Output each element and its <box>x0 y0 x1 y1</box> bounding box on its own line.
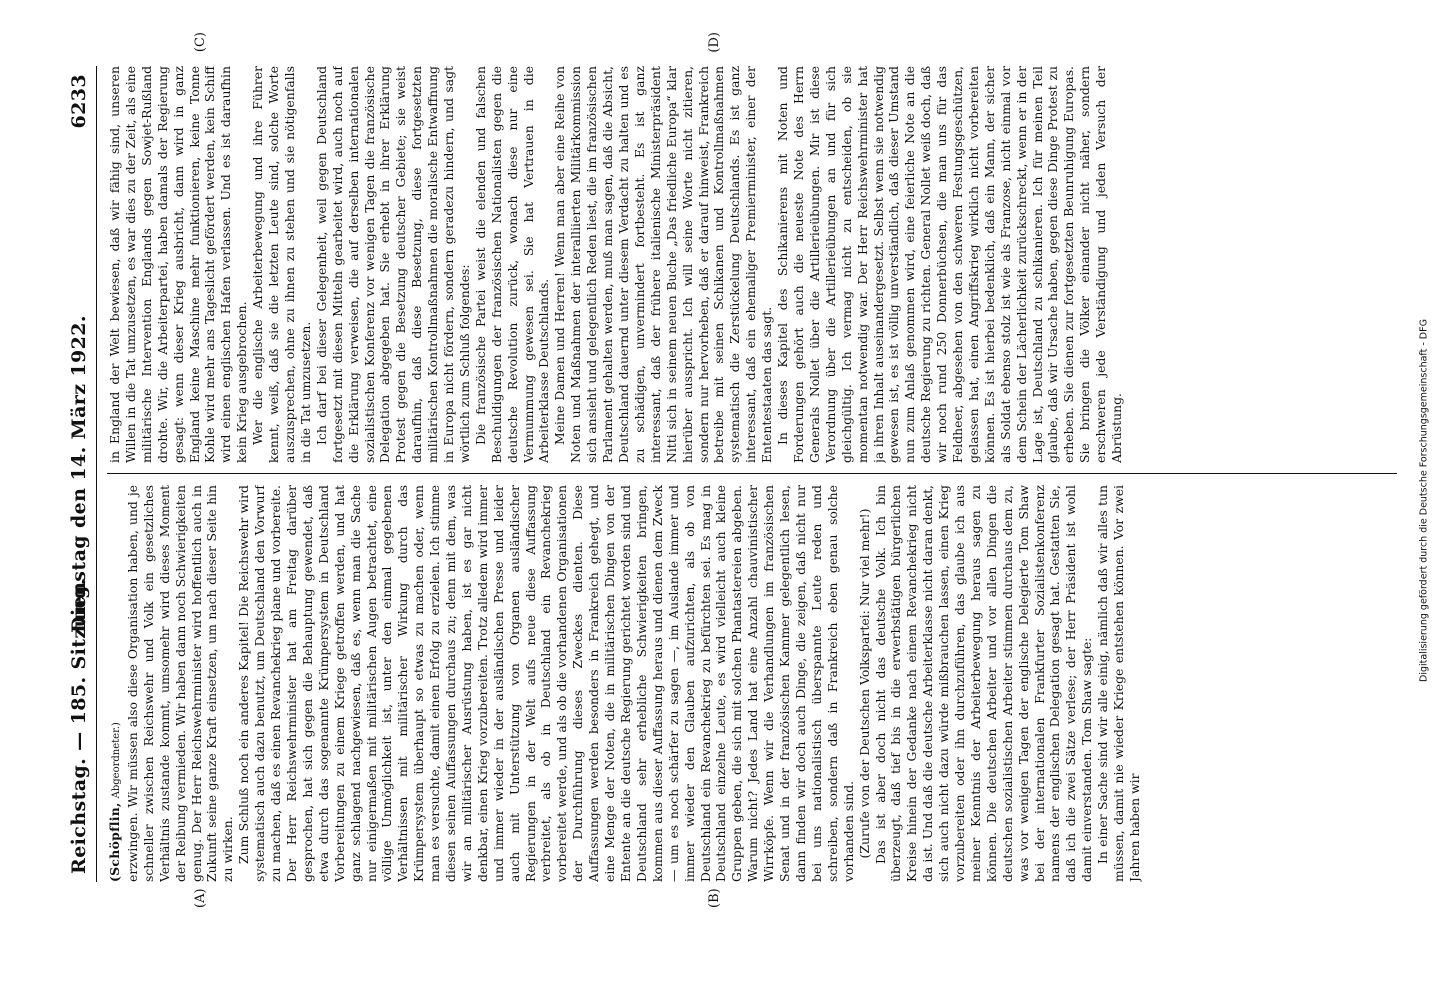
speaker-line <box>107 485 125 882</box>
margin-marker-c: (C) <box>193 32 208 53</box>
margin-marker-b: (B) <box>707 888 722 908</box>
header-left: Reichstag. — 185. Sitzung. <box>68 578 90 874</box>
paragraph: Das ist aber doch nicht das deutsche Volk. Ich bin überzeugt, daß tief bis in die erwerbstätigen bürgerlichen Kreise hinein der Gedanke nach einem Revanchekrieg nicht da ist. Und daß die deutsche Arbeiterklasse nicht daran denkt, sich auch nicht dazu würde mißbrauchen lassen, einen Krieg vorzubereiten oder ihn durchzuführen, das glaube ich aus meiner Kenntnis der Arbeiterbewegung heraus sagen zu können. Die deutschen Arbeiter und vor allen Dingen die deutschen sozialistischen Arbeiter stimmen durchaus dem zu, was vor wenigen Tagen der englische Delegierte Tom Shaw bei der internationalen Frankfurter Sozialistenkonferenz namens der englischen Delegation gesagt hat. Gestatten Sie, daß ich die zwei Sätze verlese; der Herr Präsident ist wohl damit einverstanden. Tom Shaw sagte: <box>872 485 1095 882</box>
interjection: (Zurufe von der Deutschen Volkspartei: Nur viel mehr!) <box>856 508 872 859</box>
speaker-name: (Schöpflin, <box>107 802 122 882</box>
paragraph: Meine Damen und Herren! Wenn man aber eine Reihe von Noten und Maßnahmen der interalliierten Militärkommission sich ansieht und gelegentlich Reden liest, die im französischen Parlament gehalten werden, muß man sagen, daß die Absicht, Deutschland dauernd unter diesem Verdacht zu halten und es zu schädigen, unvermindert fortbesteht. Es ist ganz interessant, daß der frühere italienische Ministerpräsident Nitti sich in seinem neuen Buche „Das friedliche Europa“ klar hierüber ausspricht. Ich will seine Worte nicht zitieren, sondern nur hervorheben, daß er darauf hinweist, Frankreich betreibe mit seinen Schikanen und Kontrollmaßnahmen systematisch die Zerstückelung Deutschlands. Es ist ganz interessant, daß ein ehemaliger Premierminister, einer der Ententestaaten das sagt. <box>552 66 775 463</box>
right-column <box>107 66 1397 463</box>
speaker-role: Abgeordneter.) <box>111 722 122 799</box>
dfg-credit: Digitalisierung gefördert durch die Deutsche Forschungsgemeinschaft - DFG <box>1418 319 1430 682</box>
margin-marker-a: (A) <box>193 888 208 908</box>
quote-paragraph: In einer Sache sind wir alle einig, nämlich daß wir alles tun müssen, damit nie wieder Kriege entstehen können. Vor zwei Jahren haben wir <box>1095 485 1142 882</box>
quote-paragraph: Die französische Partei weist die elenden und falschen Beschuldigungen der französischen Nationalisten gegen die deutsche Revolution zurück, wonach diese nur eine Vermummung gewesen sei. Sie hat Vertrauen in die Arbeiterklasse Deutschlands. <box>472 66 552 463</box>
text-columns <box>107 32 1397 908</box>
paragraph: Wer die englische Arbeiterbewegung und ihre Führer kennt, weiß, daß sie die letzten Leute sind, solche Worte auszusprechen, ohne zu ihnen zu stehen und sie nötigenfalls in die Tat umzusetzen. <box>250 66 313 463</box>
margin-marker-d: (D) <box>707 32 722 53</box>
paragraph: in England der Welt bewiesen, daß wir fähig sind, unseren Willen in die Tat umzusetzen, es war dies zu der Zeit, als eine militärische Intervention Englands gegen Sowjet-Rußland drohte. Wir, die Arbeiterpartei, haben damals der Regierung gesagt: wenn dieser Krieg ausbricht, dann wird in ganz England keine Maschine mehr funktionieren, keine Tonne Kohle wird mehr ans Tageslicht gefördert werden, kein Schiff wird einen englischen Hafen verlassen. Und es ist daraufhin kein Krieg ausgebrochen. <box>107 66 250 463</box>
column-divider <box>107 473 1397 474</box>
page-header <box>56 66 97 882</box>
left-column <box>107 485 1397 882</box>
header-date: Dienstag den 14. März 1922. <box>68 315 90 633</box>
page-number: 6233 <box>68 74 90 129</box>
paragraph: Zum Schluß noch ein anderes Kapitel! Die Reichswehr wird systematisch auch dazu benutzt, um Deutschland den Vorwurf zu machen, daß es einen Revanchekrieg plane und vorbereite. Der Herr Reichswehrminister hat am Freitag darüber gesprochen, hat sich gegen die Behauptung gewendet, daß etwa durch das sogenannte Krümpersystem in Deutschland Vorbereitungen zu einem Kriege getroffen werden, und hat ganz schlagend nachgewiesen, daß es, wenn man die Sache nur einigermaßen mit militärischen Augen betrachtet, eine völlige Unmöglichkeit ist, unter den einmal gegebenen Verhältnissen mit militärischer Wirkung durch das Krümpersystem überhaupt so etwas zu machen oder, wenn man es versuchte, damit einen Erfolg zu erzielen. Ich stimme diesen seinen Auffassungen durchaus zu; denn mit dem, was wir an militärischer Ausrüstung haben, ist es gar nicht denkbar, einen Krieg vorzubereiten. Trotz alledem wird immer und immer wieder in der ausländischen Presse und leider auch mit Unterstützung von Organen ausländischer Regierungen in der Welt aufs neue diese Auffassung verbreitet, als ob in Deutschland ein Revanchekrieg vorbereitet werde, und als ob die vorhandenen Organisationen der Durchführung dieses Zweckes dienten. Diese Auffassungen werden besonders in Frankreich gehegt, und eine Menge der Noten, die in militärischen Dingen von der Entente an die deutsche Regierung gerichtet worden sind und Deutschland sehr erhebliche Schwierigkeiten bringen, kommen aus dieser Auffassung heraus und dienen dem Zweck — um es noch schärfer zu sagen —, im Auslande immer und immer wieder den Glauben aufzurichten, als ob von Deutschland ein Revanchekrieg zu befürchten sei. Es mag in Deutschland einzelne Leute, es wird vielleicht auch kleine Gruppen geben, die sich mit solchen Phantastereien abgeben. Warum nicht? Jedes Land hat eine Anzahl chauvinistischer Wirrköpfe. Wenn wir die Verhandlungen im französischen Senat und in der französischen Kammer gelegentlich lesen, dann finden wir doch auch Dinge, die zeigen, daß nicht nur bei uns nationalistisch überspannte Leute reden und schreiben, sondern daß in Frankreich eben genau solche vorhanden sind. <box>236 485 856 882</box>
paragraph: erzwingen. Wir müssen also diese Organisation haben, und je schneller zwischen Reichswehr und Volk ein gesetzliches Verhältnis zustande kommt, umsomehr wird dieses Moment der Reibung vermieden. Wir haben dann noch Schwierigkeiten genug. Der Herr Reichswehrminister wird hoffentlich auch in Zukunft seine ganze Kraft einsetzen, um nach dieser Seite hin zu wirken. <box>124 485 236 882</box>
paragraph: In dieses Kapitel des Schikanierens mit Noten und Forderungen gehört auch die neueste Note des Herrn Generals Nollet über die Artillerieübungen. Mir ist diese Verordnung über die Artillerieübungen an und für sich gleichgültig. Ich vermag nicht zu entscheiden, ob sie momentan notwendig war. Der Herr Reichswehrminister hat ja ihren Inhalt auseinandergesetzt. Selbst wenn sie notwendig gewesen ist, es ist völlig unverständlich, daß dieser Umstand nun zum Anlaß genommen wird, eine feierliche Note an die deutsche Regierung zu richten. General Nollet weiß doch, daß wir noch rund 250 Donnerbüchsen, die man uns für das Feldheer, abgesehen von den schweren Festungsgeschützen, gelassen hat, einen Angriffskrieg wirklich nicht vorbereiten können. Es ist hierbei bedenklich, daß ein Mann, der sicher als Soldat ebenso stolz ist wie als Franzose, nicht einmal vor dem Schein der Lächerlichkeit zurückschreckt, wenn er in der Lage ist, Deutschland zu schikanieren. Ich für meinen Teil glaube, daß wir Ursache haben, gegen diese Dinge Protest zu erheben. Sie dienen zur fortgesetzten Beunruhigung Europas. Sie bringen die Völker einander nicht näher, sondern erschweren jede Verständigung und jeden Versuch der Abrüstung. <box>775 66 1125 463</box>
paragraph: Ich darf bei dieser Gelegenheit, weil gegen Deutschland fortgesetzt mit diesen Mitteln gearbeitet wird, auch noch auf die Erklärung verweisen, die auf derselben internationalen sozialistischen Konferenz vor wenigen Tagen die französische Delegation abgegeben hat. Sie erhebt in ihrer Erklärung Protest gegen die Besetzung deutscher Gebiete; sie weist daraufhin, daß diese Besetzung, diese fortgesetzten militärischen Kontrollmaßnahmen die moralische Entwaffnung in Europa nicht fördern, sondern geradezu hindern, und sagt wörtlich zum Schluß folgendes: <box>313 66 472 463</box>
